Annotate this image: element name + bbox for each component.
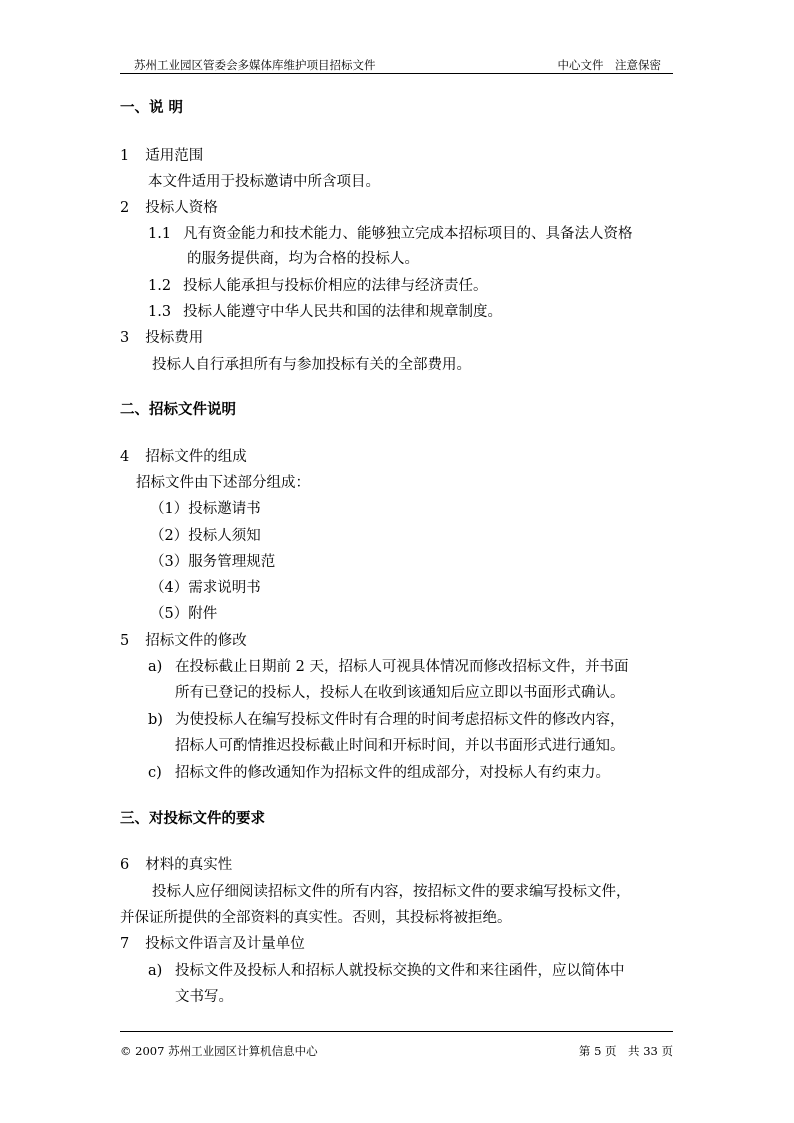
item-title: 投标文件语言及计量单位 bbox=[145, 936, 305, 952]
subitem-label: c) bbox=[148, 765, 162, 781]
subitem-text: 在投标截止日期前 2 天，招标人可视具体情况而修改招标文件，并书面 bbox=[175, 659, 629, 675]
item-6-body: 投标人应仔细阅读招标文件的所有内容，按招标文件的要求编写投标文件， bbox=[152, 884, 631, 900]
subitem-label: a) bbox=[148, 963, 163, 979]
section-3-title: 三、对投标文件的要求 bbox=[120, 810, 265, 827]
item-number: 1 bbox=[120, 148, 130, 164]
subitem-a bbox=[148, 962, 625, 980]
part-list-item: （3）服务管理规范 bbox=[150, 554, 276, 570]
item-6-heading bbox=[120, 856, 232, 874]
subitem-number: 1.1 bbox=[148, 226, 172, 242]
subitem-1-1-continuation: 的服务提供商，均为合格的投标人。 bbox=[187, 251, 419, 267]
header-confidential-label: 中心文件 注意保密 bbox=[557, 58, 661, 72]
subitem-text: 投标文件及投标人和招标人就投标交换的文件和来往函件，应以简体中 bbox=[175, 963, 625, 979]
item-title: 招标文件的组成 bbox=[145, 449, 247, 465]
header-document-title: 苏州工业园区管委会多媒体库维护项目招标文件 bbox=[134, 58, 376, 72]
subitem-1-3 bbox=[148, 303, 502, 321]
subitem-a bbox=[148, 658, 628, 676]
item-1-body: 本文件适用于投标邀请中所含项目。 bbox=[148, 174, 380, 190]
item-title: 投标人资格 bbox=[145, 200, 218, 216]
subitem-b bbox=[148, 711, 625, 729]
page-header bbox=[120, 56, 673, 74]
item-4-intro: 招标文件由下述部分组成： bbox=[136, 475, 310, 491]
item-title: 投标费用 bbox=[145, 330, 204, 346]
part-list-item: （5）附件 bbox=[150, 606, 218, 622]
subitem-label: b) bbox=[148, 712, 163, 728]
item-4-heading bbox=[120, 448, 247, 466]
subitem-text: 凡有资金能力和技术能力、能够独立完成本招标项目的、具备法人资格 bbox=[183, 226, 633, 242]
item-title: 招标文件的修改 bbox=[145, 633, 247, 649]
subitem-number: 1.2 bbox=[148, 278, 172, 294]
item-number: 4 bbox=[120, 449, 130, 465]
part-list-item: （2）投标人须知 bbox=[150, 528, 261, 544]
item-title: 材料的真实性 bbox=[145, 857, 233, 873]
item-title: 适用范围 bbox=[145, 148, 204, 164]
subitem-1-1 bbox=[148, 225, 633, 243]
subitem-text: 为使投标人在编写投标文件时有合理的时间考虑招标文件的修改内容， bbox=[175, 712, 625, 728]
item-3-body: 投标人自行承担所有与参加投标有关的全部费用。 bbox=[152, 357, 471, 373]
item-5-heading bbox=[120, 632, 247, 650]
item-number: 2 bbox=[120, 200, 130, 216]
subitem-1-2 bbox=[148, 277, 488, 295]
footer-divider bbox=[120, 1031, 673, 1032]
item-3-heading bbox=[120, 329, 203, 347]
subitem-number: 1.3 bbox=[148, 304, 172, 320]
section-2-title: 二、招标文件说明 bbox=[120, 401, 236, 418]
section-1-title: 一、说 明 bbox=[120, 99, 184, 116]
item-2-heading bbox=[120, 199, 218, 217]
subitem-b-continuation: 招标人可酌情推迟投标截止时间和开标时间，并以书面形式进行通知。 bbox=[175, 738, 625, 754]
item-number: 6 bbox=[120, 857, 130, 873]
subitem-text: 投标人能承担与投标价相应的法律与经济责任。 bbox=[183, 278, 488, 294]
subitem-a-continuation: 所有已登记的投标人，投标人在收到该通知后应立即以书面形式确认。 bbox=[175, 685, 625, 701]
subitem-c bbox=[148, 764, 610, 782]
item-6-continuation: 并保证所提供的全部资料的真实性。否则，其投标将被拒绝。 bbox=[120, 910, 512, 926]
subitem-label: a) bbox=[148, 659, 163, 675]
subitem-text: 招标文件的修改通知作为招标文件的组成部分，对投标人有约束力。 bbox=[175, 765, 610, 781]
subitem-text: 投标人能遵守中华人民共和国的法律和规章制度。 bbox=[183, 304, 503, 320]
subitem-a-continuation: 文书写。 bbox=[175, 989, 233, 1005]
item-1-heading bbox=[120, 147, 203, 165]
part-list-item: （1）投标邀请书 bbox=[150, 501, 261, 517]
footer-copyright: © 2007 苏州工业园区计算机信息中心 bbox=[120, 1044, 318, 1058]
item-number: 3 bbox=[120, 330, 130, 346]
item-number: 7 bbox=[120, 936, 130, 952]
footer-page-number: 第 5 页 共 33 页 bbox=[578, 1044, 673, 1058]
item-number: 5 bbox=[120, 633, 130, 649]
part-list-item: （4）需求说明书 bbox=[150, 580, 261, 596]
item-7-heading bbox=[120, 935, 305, 953]
